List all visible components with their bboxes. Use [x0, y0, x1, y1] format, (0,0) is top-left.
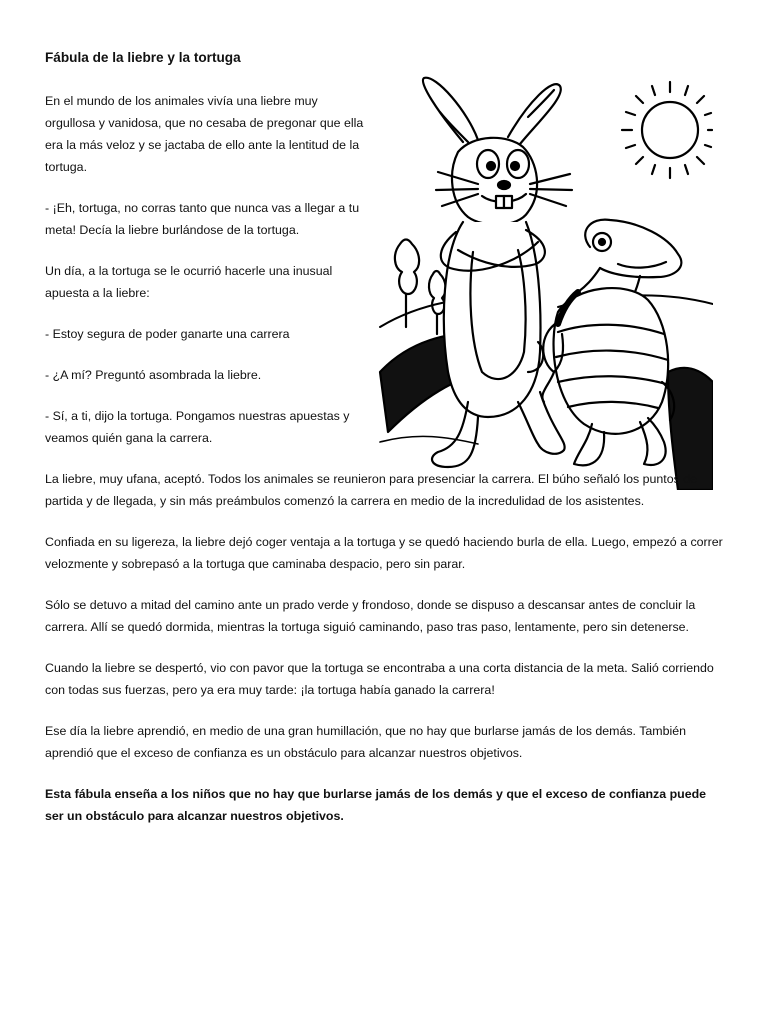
paragraph: Confiada en su ligereza, la liebre dejó coger ventaja a la tortuga y se quedó haciendo burla de ella. Luego, empezó a correr velozmente y sobrepasó a la tortuga que caminaba despacio, pero sin parar. [45, 535, 723, 571]
paragraph: Ese día la liebre aprendió, en medio de una gran humillación, que no hay que burlarse jamás de los demás. También aprendió que el exceso de confianza es un obstáculo para alcanzar nuestros objetivos. [45, 724, 687, 760]
page-title: Fábula de la liebre y la tortuga [45, 50, 241, 65]
fable-moral: Esta fábula enseña a los niños que no hay que burlarse jamás de los demás y que el exceso de confianza puede ser un obstáculo para alcanzar nuestros objetivos. [45, 787, 707, 823]
paragraph: Un día, a la tortuga se le ocurrió hacerle una inusual apuesta a la liebre: [45, 264, 333, 300]
paragraph: - Sí, a ti, dijo la tortuga. Pongamos nuestras apuestas y veamos quién gana la carrera. [45, 409, 350, 445]
paragraph: La liebre, muy ufana, aceptó. Todos los animales se reunieron para presenciar la carrera. El búho señaló los puntos de partida y de llegada, y sin más preámbulos comenzó la carrera en medio de la incredulidad de los asistentes. [45, 472, 698, 508]
paragraph: - ¿A mí? Preguntó asombrada la liebre. [45, 368, 262, 382]
paragraph: En el mundo de los animales vivía una liebre muy orgullosa y vanidosa, que no cesaba de pregonar que ella era la más veloz y se jactaba de ello ante la lentitud de la tortuga. [45, 94, 364, 174]
paragraph: - Estoy segura de poder ganarte una carrera [45, 327, 290, 341]
paragraph: Cuando la liebre se despertó, vio con pavor que la tortuga se encontraba a una corta distancia de la meta. Salió corriendo con todas sus fuerzas, pero ya era muy tarde: ¡la tortuga había ganado la carrera! [45, 661, 714, 697]
fable-body [45, 90, 725, 846]
paragraph: - ¡Eh, tortuga, no corras tanto que nunca vas a llegar a tu meta! Decía la liebre burlándose de la tortuga. [45, 201, 360, 237]
paragraph: Sólo se detuvo a mitad del camino ante un prado verde y frondoso, donde se dispuso a descansar antes de concluir la carrera. Allí se quedó dormida, mientras la tortuga siguió caminando, paso tras paso, lentamente, pero sin detenerse. [45, 598, 696, 634]
